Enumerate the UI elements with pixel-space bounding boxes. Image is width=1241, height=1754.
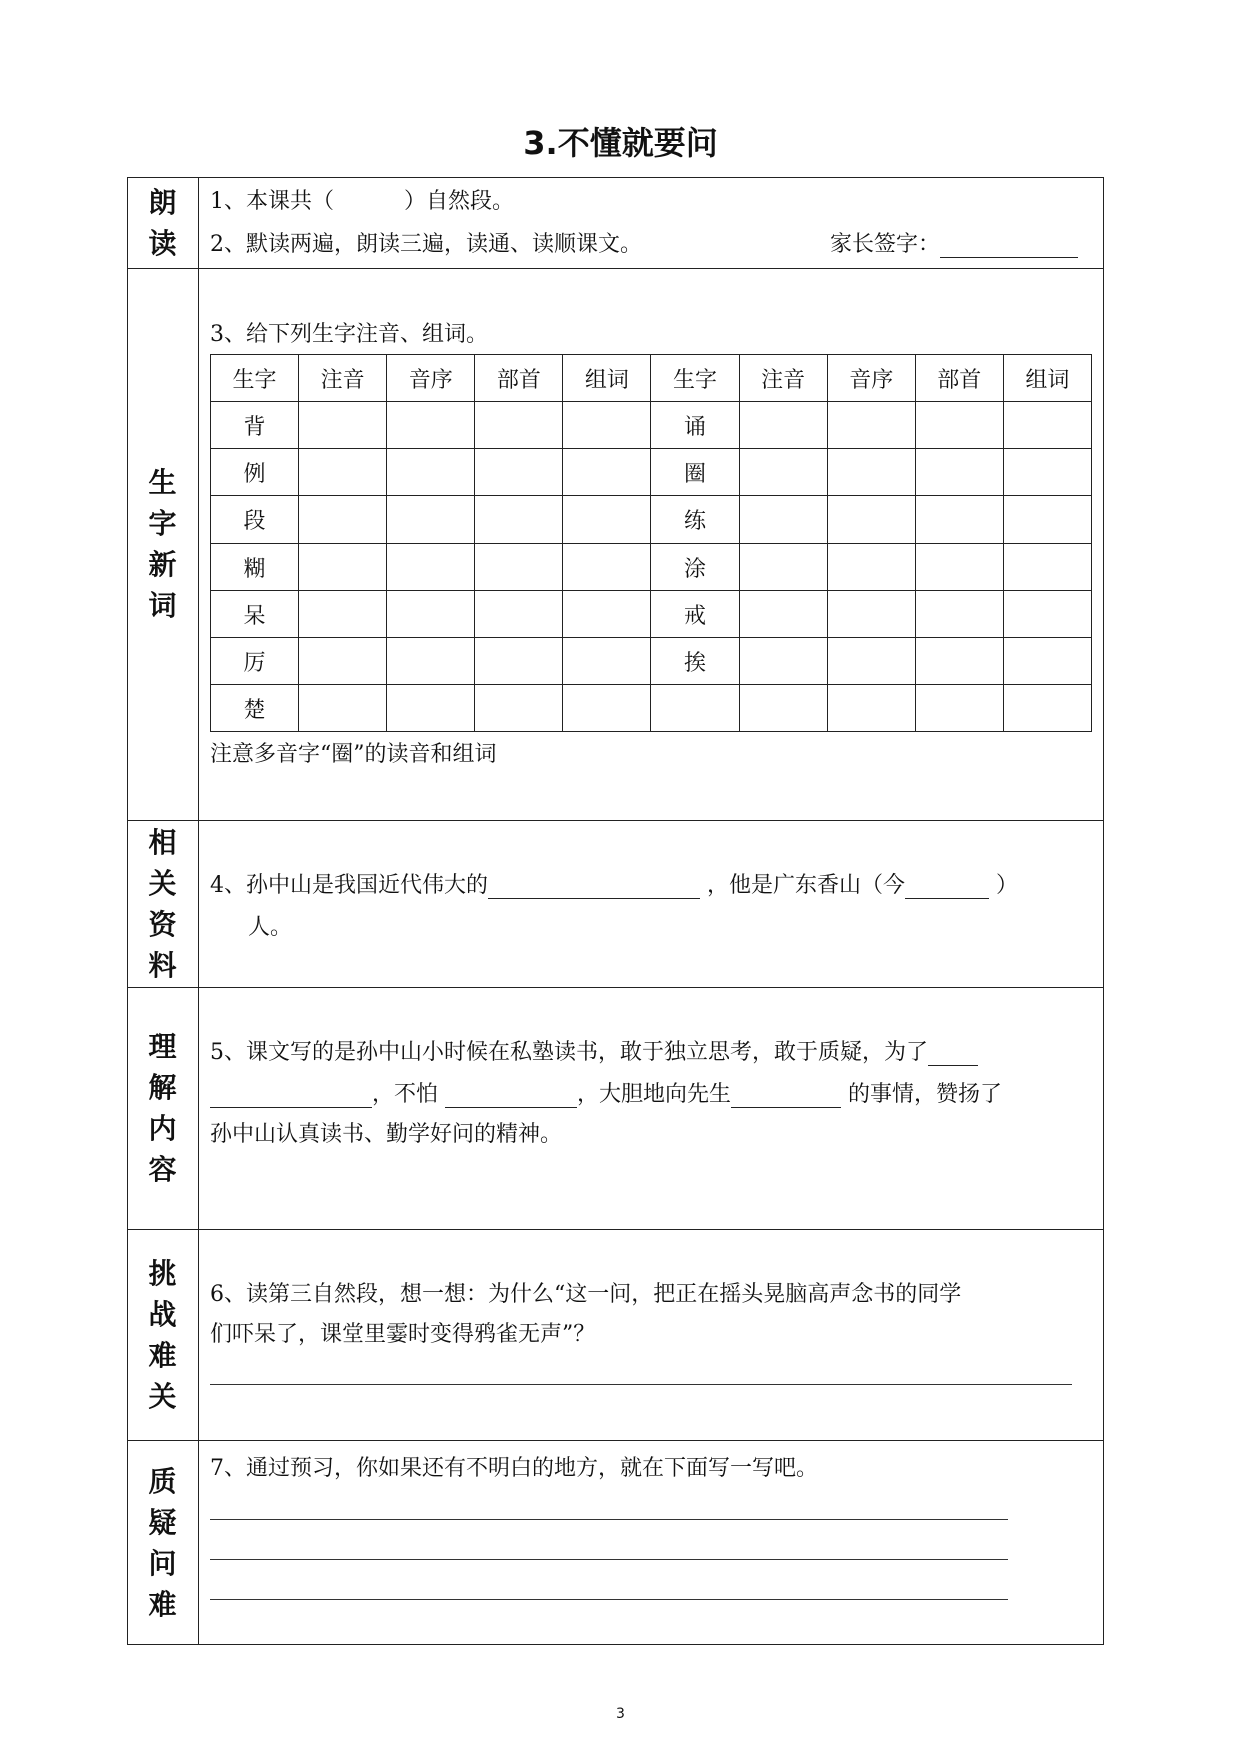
answer-cell[interactable] <box>827 402 915 449</box>
answer-cell[interactable] <box>827 543 915 590</box>
answer-cell[interactable] <box>563 637 651 684</box>
answer-cell[interactable] <box>563 402 651 449</box>
answer-line[interactable] <box>210 1519 1008 1520</box>
polyphone-note: 注意多音字“圈”的读音和组词 <box>210 742 497 767</box>
char-cell: 厉 <box>211 637 299 684</box>
row-divider <box>127 820 1104 821</box>
table-row <box>211 590 1092 637</box>
question-1 <box>210 184 514 215</box>
label-char: 相 <box>148 825 177 859</box>
header-cell: 部首 <box>915 355 1003 402</box>
question-2: 2、默读两遍，朗读三遍，读通、读顺课文。 <box>210 232 642 257</box>
q4-text: ，他是广东香山（今 <box>707 873 906 898</box>
answer-cell[interactable] <box>475 449 563 496</box>
section-label-questions <box>127 1440 198 1645</box>
q5-blank-1-cont[interactable] <box>210 1085 372 1108</box>
answer-cell[interactable] <box>827 637 915 684</box>
answer-cell[interactable] <box>739 637 827 684</box>
question-7: 7、通过预习，你如果还有不明白的地方，就在下面写一写吧。 <box>210 1456 818 1481</box>
q5-line-3: 孙中山认真读书、勤学好问的精神。 <box>210 1122 563 1147</box>
answer-cell[interactable] <box>387 402 475 449</box>
q4-blank-1[interactable] <box>488 876 700 899</box>
label-char: 战 <box>148 1297 177 1331</box>
answer-cell[interactable] <box>299 449 387 496</box>
answer-cell[interactable] <box>1003 637 1091 684</box>
header-cell: 生字 <box>211 355 299 402</box>
answer-cell[interactable] <box>915 637 1003 684</box>
char-cell <box>651 684 739 731</box>
answer-cell[interactable] <box>299 543 387 590</box>
header-cell: 组词 <box>563 355 651 402</box>
table-header-row <box>211 355 1092 402</box>
answer-cell[interactable] <box>475 543 563 590</box>
q4-text: ） <box>996 873 1019 898</box>
answer-cell[interactable] <box>475 637 563 684</box>
label-char: 难 <box>148 1587 177 1621</box>
label-char: 内 <box>148 1112 177 1145</box>
answer-cell[interactable] <box>827 590 915 637</box>
section-label-understanding <box>127 987 198 1229</box>
q5-text: ，大胆地向先生 <box>577 1082 732 1107</box>
q5-text: 5、课文写的是孙中山小时候在私塾读书，敢于独立思考，敢于质疑，为了 <box>210 1040 928 1065</box>
label-char: 容 <box>148 1153 177 1186</box>
parent-signature <box>830 227 1078 258</box>
label-column-divider <box>198 177 199 1645</box>
answer-cell[interactable] <box>387 496 475 543</box>
label-char: 解 <box>148 1071 177 1104</box>
question-4 <box>210 868 1018 899</box>
label-char: 朗 <box>148 185 177 219</box>
answer-cell[interactable] <box>739 402 827 449</box>
label-char: 挑 <box>148 1256 177 1290</box>
question-3: 3、给下列生字注音、组词。 <box>210 322 488 347</box>
label-char: 读 <box>148 226 177 260</box>
label-char: 词 <box>148 589 177 622</box>
label-char: 料 <box>148 948 177 982</box>
char-cell: 圈 <box>651 449 739 496</box>
q5-text: 的事情，赞扬了 <box>848 1082 1003 1107</box>
answer-cell[interactable] <box>563 449 651 496</box>
label-char: 字 <box>148 507 177 540</box>
label-char: 资 <box>148 907 177 941</box>
q5-blank-1[interactable] <box>928 1043 978 1066</box>
header-cell: 组词 <box>1003 355 1091 402</box>
answer-cell[interactable] <box>1003 496 1091 543</box>
table-row <box>211 449 1092 496</box>
q4-continuation: 人。 <box>248 915 293 940</box>
row-divider <box>127 1229 1104 1230</box>
answer-cell[interactable] <box>1003 449 1091 496</box>
answer-cell[interactable] <box>387 449 475 496</box>
char-cell: 楚 <box>211 684 299 731</box>
header-cell: 音序 <box>387 355 475 402</box>
answer-cell[interactable] <box>475 590 563 637</box>
answer-cell[interactable] <box>475 684 563 731</box>
answer-cell[interactable] <box>387 684 475 731</box>
answer-cell[interactable] <box>827 496 915 543</box>
section-label-reading <box>127 177 198 268</box>
answer-cell[interactable] <box>299 402 387 449</box>
header-cell: 注音 <box>299 355 387 402</box>
char-cell: 戒 <box>651 590 739 637</box>
answer-line[interactable] <box>210 1384 1072 1385</box>
answer-line[interactable] <box>210 1559 1008 1560</box>
answer-cell[interactable] <box>739 543 827 590</box>
header-cell: 生字 <box>651 355 739 402</box>
header-cell: 注音 <box>739 355 827 402</box>
answer-cell[interactable] <box>475 402 563 449</box>
q1-text: 1、本课共（ <box>210 189 334 214</box>
row-divider <box>127 1440 1104 1441</box>
section-label-new-words <box>127 268 198 820</box>
row-divider <box>127 268 1104 269</box>
answer-cell[interactable] <box>1003 684 1091 731</box>
char-cell: 诵 <box>651 402 739 449</box>
answer-cell[interactable] <box>915 449 1003 496</box>
answer-cell[interactable] <box>563 543 651 590</box>
char-cell: 涂 <box>651 543 739 590</box>
answer-cell[interactable] <box>563 496 651 543</box>
q5-blank-2[interactable] <box>445 1085 577 1108</box>
answer-cell[interactable] <box>387 637 475 684</box>
answer-cell[interactable] <box>739 590 827 637</box>
label-char: 质 <box>148 1464 177 1498</box>
answer-cell[interactable] <box>915 496 1003 543</box>
answer-cell[interactable] <box>1003 590 1091 637</box>
answer-cell[interactable] <box>299 590 387 637</box>
answer-cell[interactable] <box>299 637 387 684</box>
char-cell: 呆 <box>211 590 299 637</box>
signature-label: 家长签字： <box>830 232 941 257</box>
answer-cell[interactable] <box>563 684 651 731</box>
table-row <box>211 637 1092 684</box>
section-label-challenge <box>127 1229 198 1440</box>
question-6-line-1: 6、读第三自然段，想一想：为什么“这一问，把正在摇头晃脑高声念书的同学 <box>210 1282 962 1307</box>
answer-cell[interactable] <box>299 496 387 543</box>
char-cell: 练 <box>651 496 739 543</box>
q1-end: ）自然段。 <box>404 189 515 214</box>
label-char: 疑 <box>148 1505 177 1539</box>
question-5 <box>210 1035 978 1066</box>
char-cell: 糊 <box>211 543 299 590</box>
char-cell: 段 <box>211 496 299 543</box>
char-cell: 背 <box>211 402 299 449</box>
answer-cell[interactable] <box>915 684 1003 731</box>
table-row <box>211 496 1092 543</box>
row-divider <box>127 987 1104 988</box>
answer-cell[interactable] <box>299 684 387 731</box>
answer-cell[interactable] <box>739 449 827 496</box>
answer-cell[interactable] <box>1003 543 1091 590</box>
q5-blank-3[interactable] <box>731 1085 841 1108</box>
char-cell: 挨 <box>651 637 739 684</box>
table-row <box>211 402 1092 449</box>
table-row <box>211 543 1092 590</box>
answer-cell[interactable] <box>387 543 475 590</box>
label-char: 难 <box>148 1338 177 1372</box>
section-label-reference <box>127 820 198 987</box>
answer-cell[interactable] <box>475 496 563 543</box>
label-char: 理 <box>148 1030 177 1063</box>
signature-blank[interactable] <box>940 235 1078 258</box>
character-table <box>210 354 1092 732</box>
answer-cell[interactable] <box>827 449 915 496</box>
answer-cell[interactable] <box>739 684 827 731</box>
label-char: 关 <box>148 1379 177 1413</box>
q5-line-2 <box>210 1077 1002 1108</box>
answer-cell[interactable] <box>827 684 915 731</box>
q5-text: ，不怕 <box>372 1082 439 1107</box>
page-number: 3 <box>616 1706 625 1722</box>
question-6-line-2: 们吓呆了，课堂里霎时变得鸦雀无声”？ <box>210 1322 596 1347</box>
label-char: 生 <box>148 466 177 499</box>
answer-cell[interactable] <box>1003 402 1091 449</box>
answer-cell[interactable] <box>739 496 827 543</box>
page-title: 3.不懂就要问 <box>523 124 718 162</box>
table-row <box>211 684 1092 731</box>
q4-blank-2[interactable] <box>905 876 989 899</box>
header-cell: 部首 <box>475 355 563 402</box>
label-char: 新 <box>148 548 177 581</box>
label-char: 问 <box>148 1546 177 1580</box>
answer-cell[interactable] <box>915 543 1003 590</box>
answer-line[interactable] <box>210 1599 1008 1600</box>
answer-cell[interactable] <box>915 402 1003 449</box>
answer-cell[interactable] <box>915 590 1003 637</box>
q4-text: 4、孙中山是我国近代伟大的 <box>210 873 488 898</box>
answer-cell[interactable] <box>563 590 651 637</box>
header-cell: 音序 <box>827 355 915 402</box>
answer-cell[interactable] <box>387 590 475 637</box>
label-char: 关 <box>148 866 177 900</box>
char-cell: 例 <box>211 449 299 496</box>
